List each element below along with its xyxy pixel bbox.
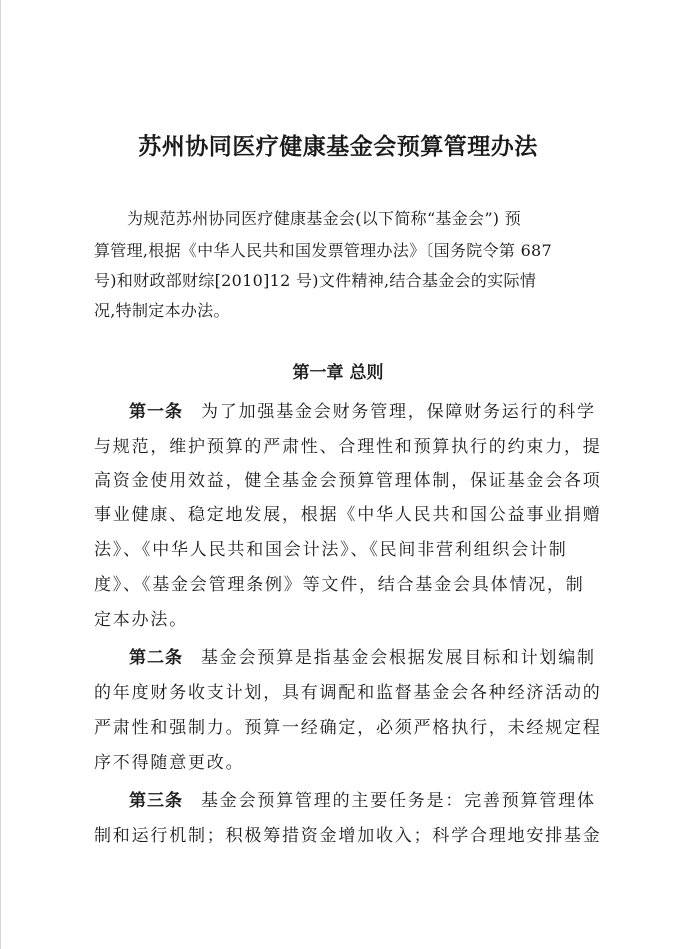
article-line: 严肃性和强制力。预算一经确定，必须严格执行，未经规定程 — [94, 718, 602, 738]
document-title: 苏州协同医疗健康基金会预算管理办法 — [138, 134, 538, 160]
article-line: 定本办法。 — [94, 610, 188, 630]
intro-line: 况,特制定本办法。 — [94, 301, 230, 320]
article-line: 高资金使用效益，健全基金会预算管理体制，保证基金会各项 — [94, 471, 602, 491]
article-line: 事业健康、稳定地发展，根据《中华人民共和国公益事业捐赠 — [94, 505, 602, 525]
article-line: 序不得随意更改。 — [94, 753, 245, 773]
article-text: 为了加强基金会财务管理，保障财务运行的科学 — [201, 402, 596, 422]
article-label: 第二条 — [129, 648, 183, 668]
article-label: 第一条 — [129, 402, 183, 422]
article-line: 的年度财务收支计划，具有调配和监督基金会各种经济活动的 — [94, 683, 602, 703]
article-line: 度》、《基金会管理条例》等文件，结合基金会具体情况，制 — [94, 575, 585, 595]
chapter-heading: 第一章 总则 — [292, 363, 384, 383]
article-line: 制和运行机制；积极筹措资金增加收入；科学合理地安排基金 — [94, 826, 602, 846]
article-first-line — [129, 397, 596, 422]
article-text: 基金会预算管理的主要任务是：完善预算管理体 — [201, 791, 596, 811]
article-text: 基金会预算是指基金会根据发展目标和计划编制 — [201, 648, 596, 668]
intro-line: 号)和财政部财综[2010]12 号)文件精神,结合基金会的实际情 — [94, 271, 537, 290]
article-first-line — [129, 786, 596, 811]
intro-line: 算管理,根据《中华人民共和国发票管理办法》〔国务院令第 687 — [94, 241, 553, 260]
intro-line: 为规范苏州协同医疗健康基金会(以下简称“基金会”) 预 — [127, 209, 522, 228]
article-label: 第三条 — [129, 791, 183, 811]
article-line: 法》、《中华人民共和国会计法》、《民间非营利组织会计制 — [94, 540, 568, 560]
article-line: 与规范，维护预算的严肃性、合理性和预算执行的约束力，提 — [94, 437, 602, 457]
article-first-line — [129, 643, 596, 668]
